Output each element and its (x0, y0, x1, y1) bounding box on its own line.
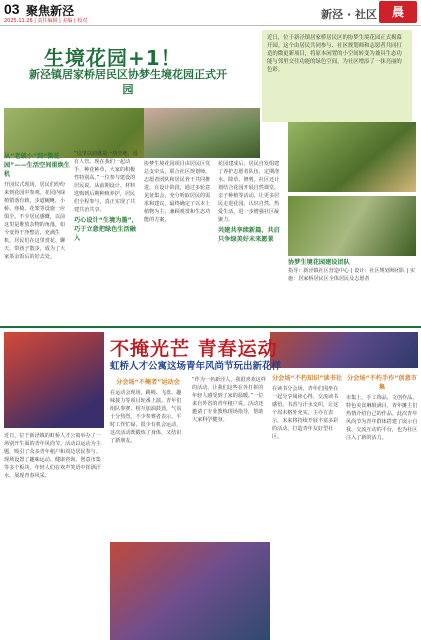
brand-logo: 晨 (379, 1, 417, 23)
section-title: 聚焦新泾 (26, 4, 75, 18)
photo-youth-sports (110, 542, 270, 640)
photo-youth-event (4, 332, 104, 428)
photo-residents-garden (288, 122, 416, 192)
column-a-subhead: 从“老破小”到“微花园”——生活空间重焕生机 (4, 153, 70, 178)
date-line: 2025.11.26 | 责任编辑 | 美编 | 校对 (4, 18, 88, 24)
bottom-column-4 (272, 372, 342, 640)
bottom-column-2 (110, 376, 186, 540)
bottom-column-2-text: 在运动会现场，跳绳、飞盘、趣味接力等项目轮番上演。青年们组队参赛，相互加油鼓劲，气氛十分热烈。不少参赛者表示，平时工作忙碌，很少有机会运动，这次活动既锻炼了身体，又结识了新朋友。 (110, 390, 182, 444)
bottom-column-5 (346, 372, 418, 640)
top-headline: 生境花园+1！ (44, 46, 182, 70)
top-column-d (218, 160, 284, 326)
bottom-column-4-text: 在读书分会场，青年们围坐在一起分享阅读心得，交流读书感悟。书香与汗水交织，让这个周末格外充实。主办方表示，未来将持续开展丰富多彩的活动，打造青年友好型社区。 (272, 386, 339, 440)
column-b-text: “这里以前就是一块空地，没有人管。现在我们一起动手，种花种草，大家的积极性特别高。”一位参与建设的居民说。从前期设计、材料选购到后期种植养护，居民们全程参与，真正实现了共建共治共享。 (74, 151, 138, 213)
top-subheadline: 新泾镇居家桥居民区协梦生境花园正式开园 (29, 68, 227, 96)
column-c-subhead: 巧心设计“生境为墨”，巧于立意把绿色生活融入 (74, 217, 138, 242)
bottom-column-5-subhead: 分会场“不朽手作”创意市集 (346, 375, 417, 391)
top-column-a (4, 150, 70, 326)
bottom-column-3-text: “作为一名新泾人，我很喜欢这样的活动，让我们这些在外打拼的年轻人感受到了家的温暖。”一位来自外省的青年租户说。活动还邀请了专业教练现场指导，帮助大家科学健身。 (192, 377, 266, 423)
page-header (0, 0, 421, 26)
bottom-column-2-subhead: 分会场“不掩者”运动会 (116, 379, 180, 386)
section-divider (0, 326, 421, 328)
brand-text: 新泾 · 社区 (321, 8, 377, 21)
photo-garden-path (288, 196, 416, 256)
bottom-column-4-subhead: 分会场“不朽知识”读书社 (272, 375, 342, 382)
bottom-column-5-text: 市集上，手工饰品、文创作品、特色美食琳琅满目，青年摊主们热情介绍自己的作品。此次青年风尚节为青年群体搭建了展示自我、交流互动的平台，也为社区注入了新的活力。 (346, 395, 418, 441)
column-e-subhead: 协梦生境花园建设团队 (288, 259, 350, 266)
top-pullquote: 近日，位于新泾镇居家桥居民区的协梦生境花园正式揭幕开园。这个由居民共同参与、社区规划师和志愿者共同打造的微更新项目，将原本闲置的小空间转变为兼具生态功能与邻里交往功能的绿色空间，为社区增添了一抹亮丽的色彩。 (262, 30, 412, 122)
photo-garden-plaque (144, 108, 260, 158)
bottom-column-1 (4, 432, 104, 640)
top-column-b (74, 150, 140, 326)
column-a-text: 开园仪式现场，居民们纷纷来到花园中参观。花园内绿植错落有致，步道蜿蜒，小桥、座椅、花架等设施一应俱全。不少居民感慨，以前这里是堆放杂物的角落，如今变得干净整洁、充满生机。居民们在这里赏花、聊天、带孩子散步，成为了大家茶余饭后的好去处。 (4, 182, 66, 260)
column-c-text: 协梦生境花园项目由居民区党总支牵头，联合社区规划师、志愿者团队和居民骨干共同推进。在设计阶段，通过多轮意见征集会，充分听取居民的需求和建议，最终确定了以本土植物为主、兼顾观赏和生态功能的方案。 (144, 161, 211, 223)
photo-youth-crowd (270, 332, 418, 368)
bottom-subheadline: 虹桥人才公寓这场青年风尚节玩出新花样 (110, 361, 282, 372)
bottom-headline: 不掩光芒 青春运动 (110, 338, 278, 360)
column-e-text: 指导：新泾镇社区营造中心 | 设计：社区规划师团队 | 实施：居家桥居民区全体居民及志愿者 (288, 268, 416, 282)
column-d-subhead: 共建共享续新篇，共启只争绿美好未来愿景 (218, 227, 280, 243)
page-number: 03 (4, 1, 20, 17)
top-column-c (144, 160, 214, 326)
bottom-column-1-text: 近日，位于新泾镇的虹桥人才公寓举办了一场别开生面的青年风尚节。活动以运动为主题，吸引了众多青年租户和周边居民参与。现场设置了趣味运动、健康咨询、创意市集等多个板块，年轻人们在欢声笑语中挥洒汗水，展现青春风采。 (4, 433, 101, 479)
bottom-column-3 (192, 376, 268, 540)
top-column-e (288, 258, 416, 326)
column-d-text: 花园建成后，居民自发组建了养护志愿者队伍，定期浇水、除草、修剪。社区还计划结合花园开展自然课堂、亲子种植等活动，让更多居民走进花园、认识自然、热爱生活，进一步增强社区凝聚力。 (218, 161, 280, 223)
